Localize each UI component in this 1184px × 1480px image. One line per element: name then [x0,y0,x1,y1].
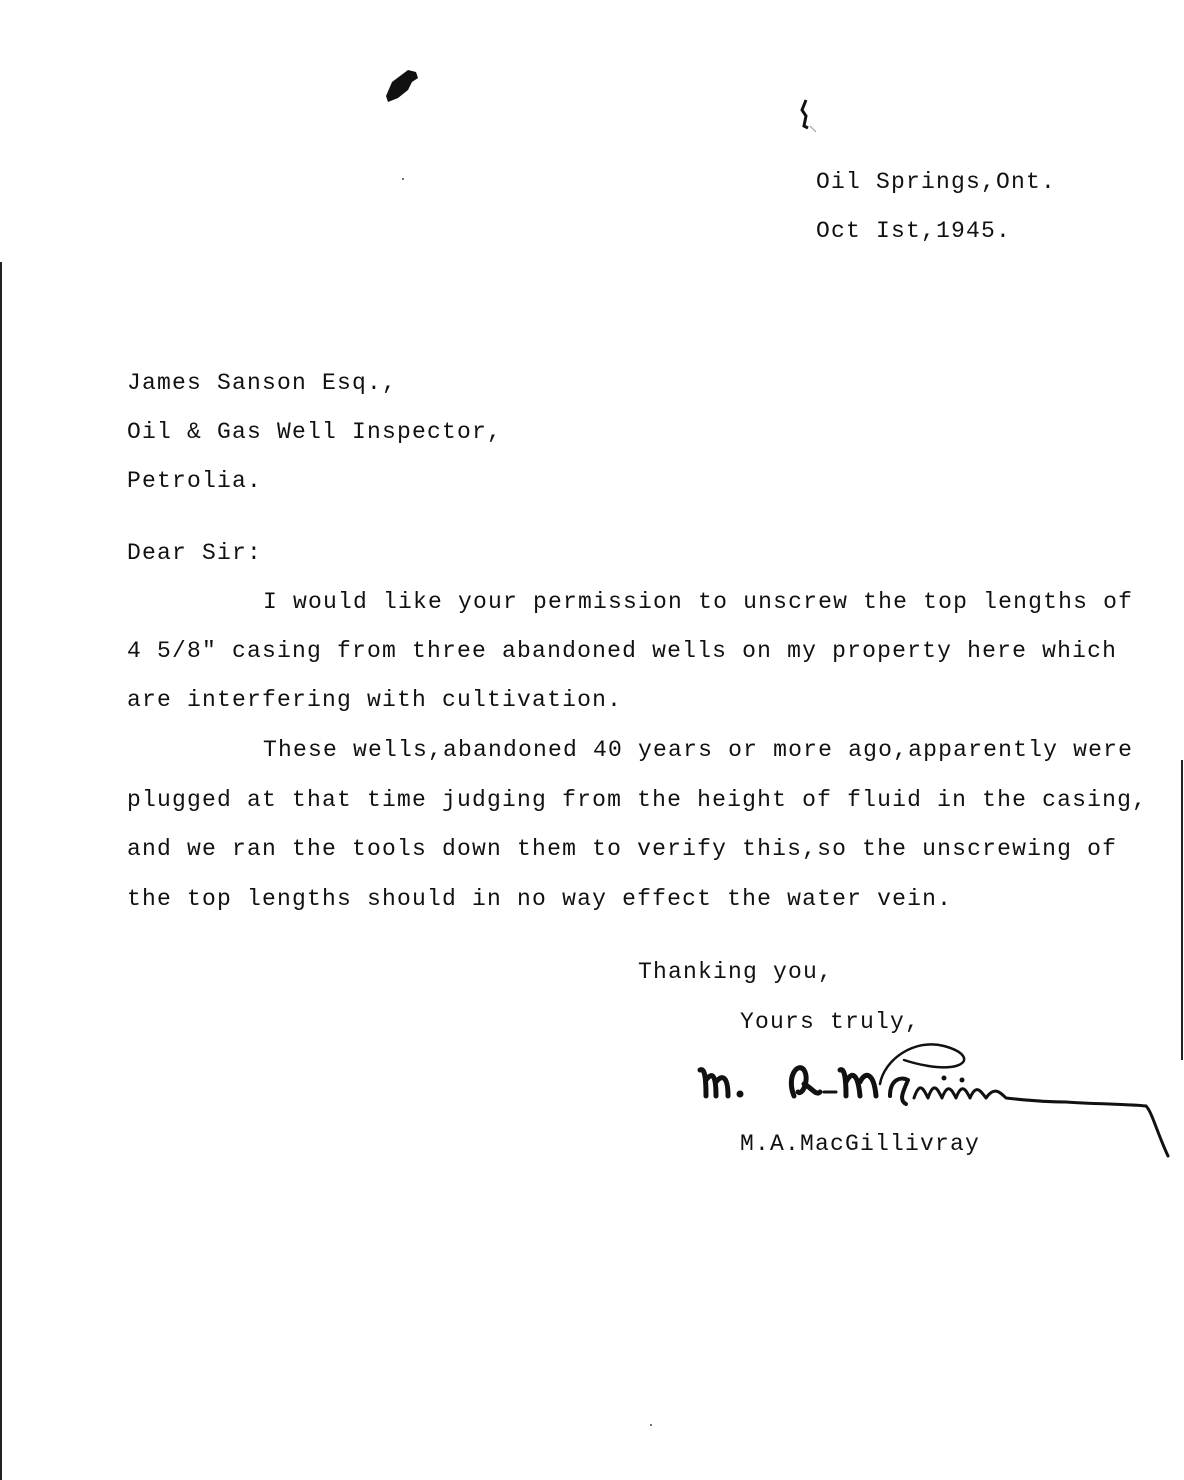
closing-yours: Yours truly, [740,1009,921,1035]
scan-edge-left [0,262,2,1480]
body-line: 4 5/8" casing from three abandoned wells on my property here which [127,638,1118,664]
closing-thanks: Thanking you, [638,959,834,985]
recipient-town: Petrolia. [127,468,263,494]
body-line: These wells,abandoned 40 years or more ago,apparently were [263,737,1134,763]
body-line: and we ran the tools down them to verify this,so the unscrewing of [127,836,1118,862]
typed-signature-name: M.A.MacGillivray [740,1131,981,1157]
salutation: Dear Sir: [127,540,263,566]
ink-blot [378,64,426,106]
letter-place: Oil Springs,Ont. [816,169,1057,195]
paper-speck [402,178,404,180]
recipient-title: Oil & Gas Well Inspector, [127,419,503,445]
body-line: are interfering with cultivation. [127,687,623,713]
ink-mark [796,96,826,136]
body-line: I would like your permission to unscrew the top lengths of [263,589,1134,615]
paper-speck [650,1424,652,1426]
scan-edge-right [1181,760,1183,1060]
body-line: plugged at that time judging from the height of fluid in the casing, [127,787,1148,813]
body-line: the top lengths should in no way effect the water vein. [127,886,953,912]
letter-date: Oct Ist,1945. [816,218,1012,244]
recipient-name: James Sanson Esq., [127,370,398,396]
